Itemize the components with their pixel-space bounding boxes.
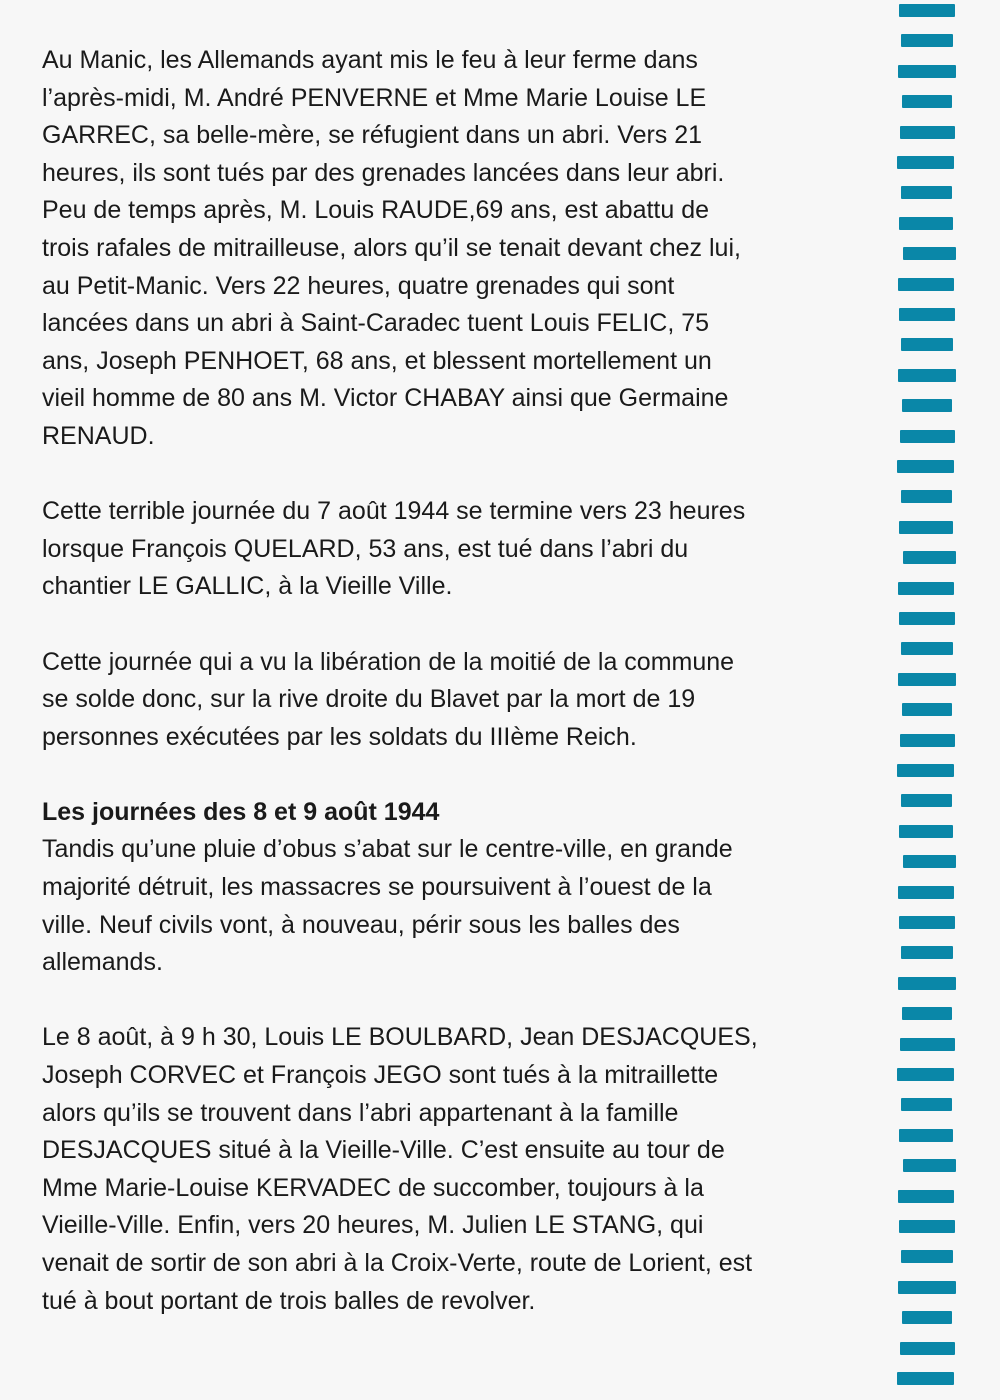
stripe-bar	[900, 734, 955, 747]
stripe-bar	[899, 825, 953, 838]
stripe-bar	[899, 1129, 953, 1142]
stripe-bar	[899, 1220, 955, 1233]
stripe-bar	[899, 217, 953, 230]
stripe-bar	[897, 1372, 954, 1385]
paragraph-8-aout: Le 8 août, à 9 h 30, Louis LE BOULBARD, Jean DESJACQUES, Joseph CORVEC et François JEGO sont tués à la mitraillette alors qu’ils se trouvent dans l’abri appartenant à la famille DESJACQUES situé à la Vieille-Ville. C’est ensuite au tour de Mme Marie-Louise KERVADEC de succomber, toujours à la Vieille-Ville. Enfin, vers 20 heures, M. Julien LE STANG, qui venait de sortir de son abri à la Croix-Verte, route de Lorient, est tué à bout portant de trois balles de revolver.	[42, 1023, 758, 1315]
section-heading: Les journées des 8 et 9 août 1944	[42, 797, 440, 826]
stripe-bar	[897, 764, 954, 777]
stripe-bar	[900, 1038, 955, 1051]
stripe-bar	[898, 1190, 954, 1203]
paragraph-7-aout: Cette terrible journée du 7 août 1944 se termine vers 23 heures lorsque François QUELARD, 53 ans, est tué dans l’abri du chantier LE GALLIC, à la Vieille Ville.	[42, 497, 746, 601]
stripe-bar	[900, 1342, 955, 1355]
stripe-bar	[901, 794, 952, 807]
decorative-stripe-border	[895, 0, 965, 1400]
stripe-bar	[898, 673, 956, 686]
stripe-bar	[903, 1159, 956, 1172]
stripe-bar	[901, 1250, 953, 1263]
stripe-bar	[898, 977, 956, 990]
stripe-bar	[898, 886, 954, 899]
stripe-bar	[897, 460, 954, 473]
stripe-bar	[901, 186, 952, 199]
stripe-bar	[902, 703, 952, 716]
stripe-bar	[898, 1281, 956, 1294]
stripe-bar	[897, 156, 954, 169]
paragraph-centre-ville: Tandis qu’une pluie d’obus s’abat sur le centre-ville, en grande majorité détruit, les massacres se poursuivent à l’ouest de la ville. Neuf civils vont, à nouveau, périr sous les balles des allemands.	[42, 835, 733, 977]
stripe-bar	[899, 308, 955, 321]
stripe-bar	[899, 521, 953, 534]
stripe-bar	[898, 65, 956, 78]
stripe-bar	[902, 1007, 952, 1020]
stripe-bar	[901, 1098, 952, 1111]
stripe-bar	[903, 247, 956, 260]
stripe-bar	[902, 399, 952, 412]
article-body	[42, 42, 862, 1358]
stripe-bar	[901, 34, 953, 47]
stripe-bar	[903, 551, 956, 564]
stripe-bar	[899, 4, 955, 17]
stripe-bar	[902, 1311, 952, 1324]
stripe-bar	[901, 490, 952, 503]
stripe-bar	[901, 946, 953, 959]
paragraph-liberation: Cette journée qui a vu la libération de la moitié de la commune se solde donc, sur la rive droite du Blavet par la mort de 19 personnes exécutées par les soldats du IIIème Reich.	[42, 647, 735, 751]
stripe-bar	[900, 430, 955, 443]
stripe-bar	[898, 369, 956, 382]
stripe-bar	[898, 582, 954, 595]
stripe-bar	[899, 916, 955, 929]
stripe-bar	[897, 1068, 954, 1081]
stripe-bar	[902, 95, 952, 108]
stripe-bar	[898, 278, 954, 291]
stripe-bar	[901, 642, 953, 655]
stripe-bar	[901, 338, 953, 351]
stripe-bar	[900, 126, 955, 139]
paragraph-manic: Au Manic, les Allemands ayant mis le feu à leur ferme dans l’après-midi, M. André PENVERNE et Mme Marie Louise LE GARREC, sa belle-mère, se réfugient dans un abri. Vers 21 heures, ils sont tués par des grenades lancées dans leur abri. Peu de temps après, M. Louis RAUDE,69 ans, est abattu de trois rafales de mitrailleuse, alors qu’il se tenait devant chez lui, au Petit-Manic. Vers 22 heures, quatre grenades qui sont lancées dans un abri à Saint-Caradec tuent Louis FELIC, 75 ans, Joseph PENHOET, 68 ans, et blessent mortellement un vieil homme de 80 ans M. Victor CHABAY ainsi que Germaine RENAUD.	[42, 46, 741, 450]
stripe-bar	[903, 855, 956, 868]
stripe-bar	[899, 612, 955, 625]
